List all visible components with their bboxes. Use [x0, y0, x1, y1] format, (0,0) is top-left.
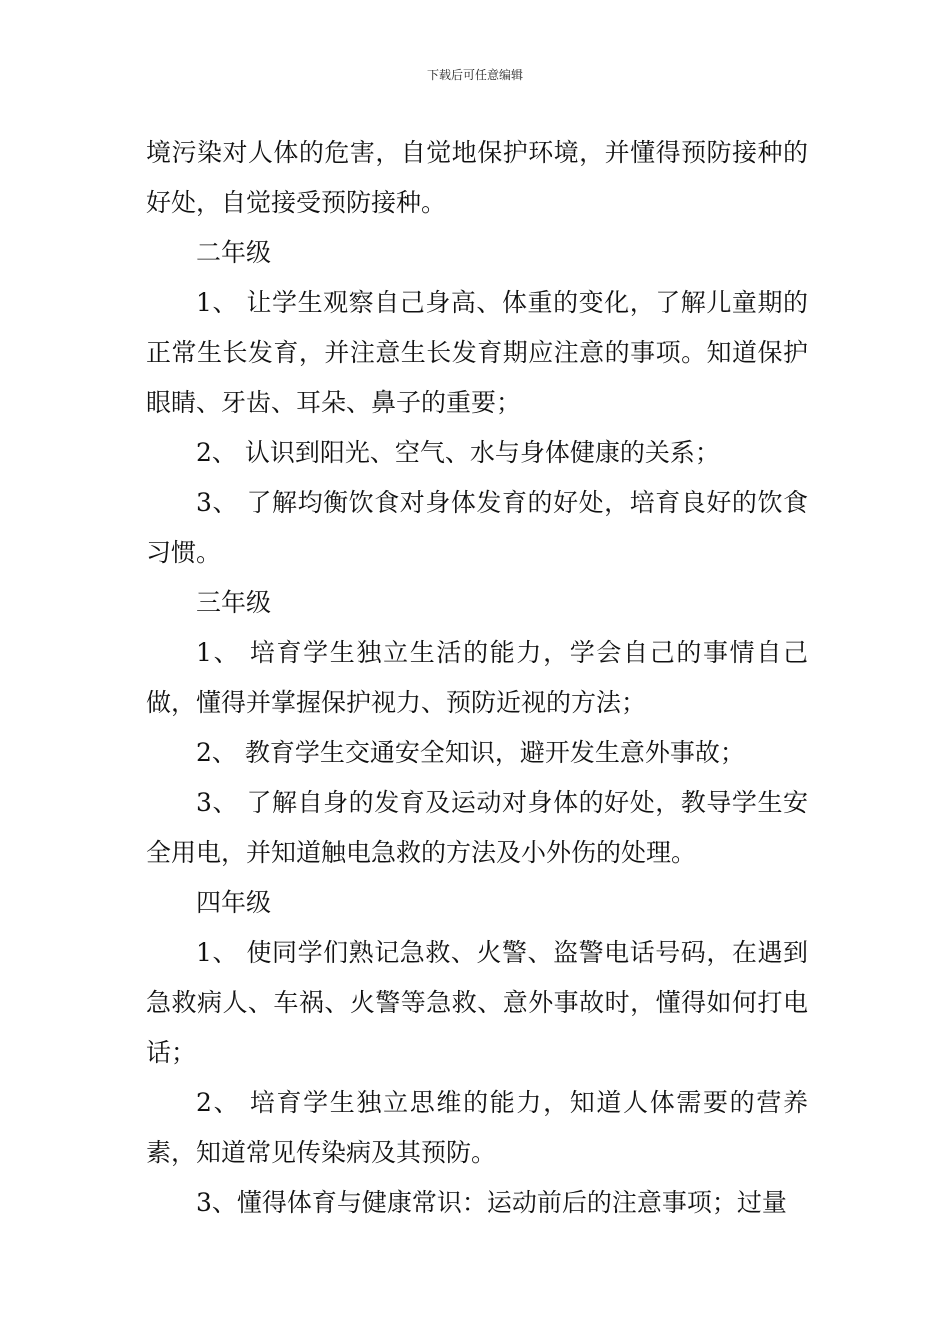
paragraph-grade3-item3: 3、 了解自身的发育及运动对身体的好处，教导学生安全用电，并知道触电急救的方法及小外伤的处理。	[146, 788, 808, 867]
paragraph-grade2-item2: 2、 认识到阳光、空气、水与身体健康的关系；	[196, 438, 720, 467]
heading-grade-2: 二年级	[196, 238, 272, 267]
paragraph-grade4-item2: 2、 培育学生独立思维的能力，知道人体需要的营养素，知道常见传染病及其预防。	[146, 1088, 808, 1167]
heading-grade-3: 三年级	[196, 588, 272, 617]
paragraph-grade2-item3: 3、 了解均衡饮食对身体发育的好处，培育良好的饮食习惯。	[146, 488, 808, 567]
heading-grade-4: 四年级	[196, 888, 272, 917]
paragraph-continuation: 境污染对人体的危害，自觉地保护环境，并懂得预防接种的好处，自觉接受预防接种。	[146, 138, 808, 217]
paragraph-grade3-item1: 1、 培育学生独立生活的能力，学会自己的事情自己做，懂得并掌握保护视力、预防近视的方法；	[146, 638, 808, 717]
document-body	[146, 128, 808, 1228]
page-header: 下载后可任意编辑	[426, 68, 523, 82]
paragraph-grade2-item1: 1、 让学生观察自己身高、体重的变化，了解儿童期的正常生长发育，并注意生长发育期应注意的事项。知道保护眼睛、牙齿、耳朵、鼻子的重要；	[146, 288, 808, 417]
paragraph-grade3-item2: 2、 教育学生交通安全知识，避开发生意外事故；	[196, 738, 745, 767]
paragraph-grade4-item3: 3、懂得体育与健康常识：运动前后的注意事项；过量	[196, 1188, 787, 1217]
paragraph-grade4-item1: 1、 使同学们熟记急救、火警、盗警电话号码，在遇到急救病人、车祸、火警等急救、意外事故时，懂得如何打电话；	[146, 938, 808, 1067]
